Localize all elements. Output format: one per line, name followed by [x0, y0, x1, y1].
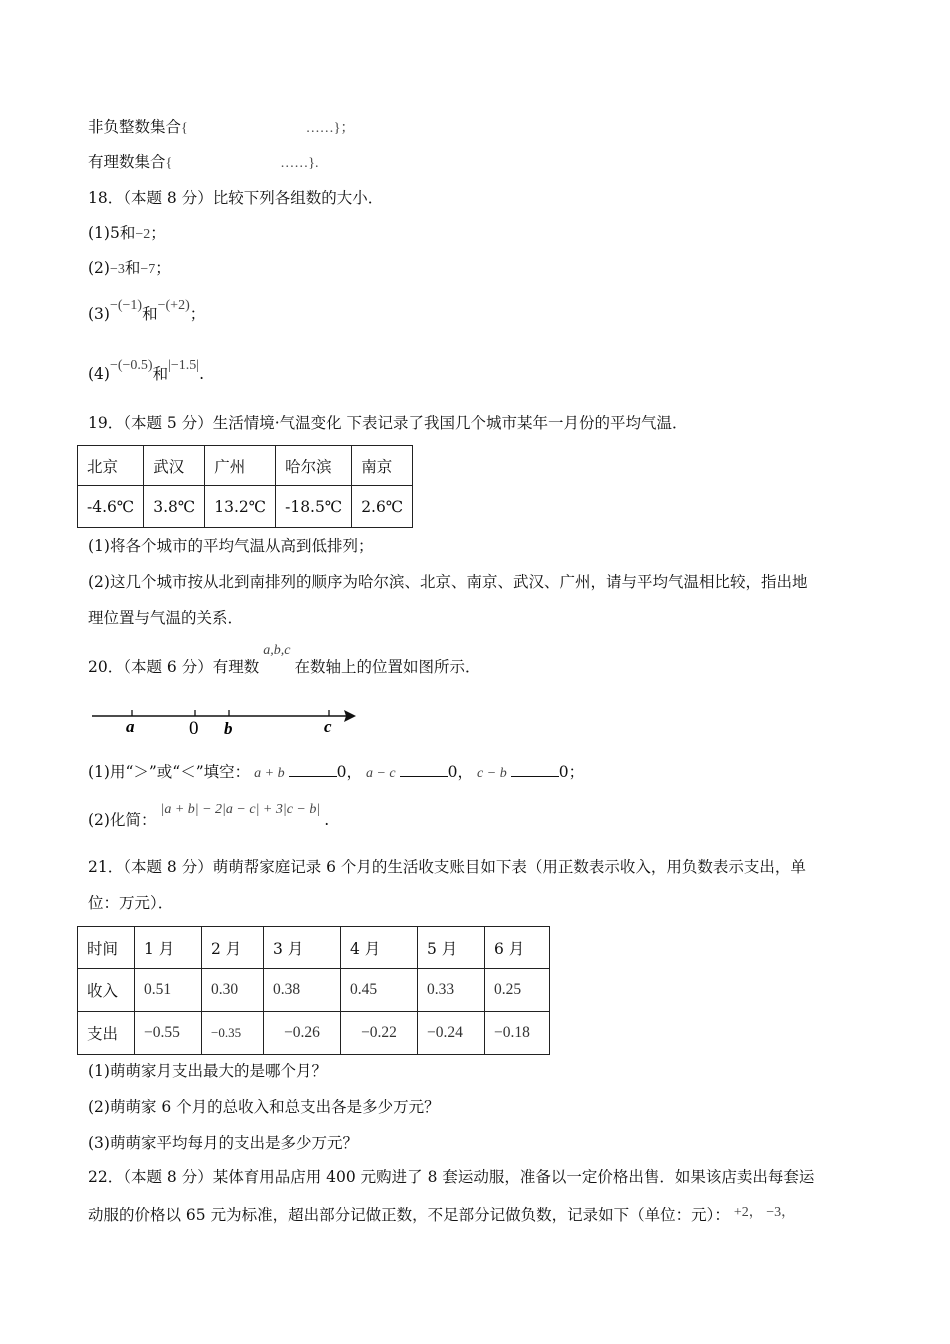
q22-number: 22． [88, 1168, 124, 1186]
q20-number: 20． [88, 658, 124, 676]
table-cell: 0.33 [418, 969, 485, 1012]
q22-heading [88, 1167, 814, 1187]
table-cell: 哈尔滨 [276, 446, 352, 486]
q22-prompt-a: 某体育用品店用 400 元购进了 8 套运动服，准备以一定价格出售．如果该店卖出每套运 [212, 1168, 815, 1186]
answer-blank-1[interactable] [289, 762, 337, 777]
q20-zero-2: 0， [447, 763, 474, 781]
q20-sub1-label: (1)用“＞”或“＜”填空： [88, 763, 251, 781]
q22-prompt-b: 动服的价格以 65 元为标准，超出部分记做正数，不足部分记做负数，记录如下（单位：元）： [88, 1206, 730, 1224]
table-cell: 13.2℃ [205, 486, 276, 528]
table-cell: 0.45 [341, 969, 418, 1012]
q19-sub2a: (2)这几个城市按从北到南排列的顺序为哈尔滨、北京、南京、武汉、广州，请与平均气温相比较，指出地 [88, 573, 808, 591]
label-b: b [224, 719, 233, 738]
q18-item-3-a: −(−1) [109, 298, 143, 313]
q18-item-3-label: (3) [88, 305, 110, 323]
table-cell: 收入 [78, 969, 135, 1012]
q20-vars: a,b,c [263, 643, 291, 658]
q21-score: （本题 8 分） [123, 858, 213, 876]
q20-sub1 [88, 762, 584, 784]
table-cell: 3.8℃ [144, 486, 205, 528]
table-cell: 0.51 [135, 969, 202, 1012]
q18-prompt: 比较下列各组数的大小． [212, 189, 384, 207]
q19-temp-row [78, 486, 413, 528]
table-cell: −0.55 [135, 1012, 202, 1055]
q21-number: 21． [88, 858, 124, 876]
nonneg-integer-set-line: 非负整数集合{ ……}； [88, 118, 355, 136]
table-cell: −0.35 [202, 1012, 264, 1055]
table-cell: 6 月 [485, 927, 550, 969]
table-cell: 南京 [352, 446, 413, 486]
q21-prompt-a: 萌萌帮家庭记录 6 个月的生活收支账目如下表（用正数表示收入，用负数表示支出，单 [212, 858, 806, 876]
q20-prompt-a: 有理数 [212, 658, 260, 676]
q18-item-3-and: 和 [142, 305, 158, 323]
table-cell: 时间 [78, 927, 135, 969]
q21-sub1: (1)萌萌家月支出最大的是哪个月？ [88, 1062, 327, 1080]
table-cell: 0.30 [202, 969, 264, 1012]
table-cell: −0.18 [485, 1012, 550, 1055]
q18-heading [88, 188, 383, 208]
table-cell: 0.25 [485, 969, 550, 1012]
q19-prompt: 生活情境·气温变化 下表记录了我国几个城市某年一月份的平均气温． [212, 414, 688, 432]
q21-heading-a [88, 857, 806, 877]
q20-sub2-expr: |a + b| − 2|a − c| + 3|c − b| [160, 802, 321, 817]
q21-income-row [78, 969, 550, 1012]
q21-sub2: (2)萌萌家 6 个月的总收入和总支出各是多少万元？ [88, 1098, 440, 1116]
table-cell: 3 月 [264, 927, 341, 969]
nonneg-integer-set-tail: ……}； [305, 121, 355, 136]
q19-sub1: (1)将各个城市的平均气温从高到低排列； [88, 537, 374, 555]
table-cell: 2.6℃ [352, 486, 413, 528]
q18-item-3 [88, 298, 206, 326]
rational-set-tail: ……}. [280, 156, 319, 171]
number-line [88, 700, 368, 744]
label-c: c [324, 717, 332, 736]
table-cell: 1 月 [135, 927, 202, 969]
q18-item-4-a: −(−0.5) [109, 358, 153, 373]
q20-score: （本题 6 分） [123, 658, 213, 676]
q22-score: （本题 8 分） [123, 1168, 213, 1186]
q21-budget-table [77, 926, 550, 1055]
q18-item-2-label: (2) [88, 259, 110, 277]
q20-sub2-end: . [324, 811, 330, 829]
table-cell: 5 月 [418, 927, 485, 969]
q19-temperature-table [77, 445, 413, 528]
q18-item-1-a: 5 [109, 224, 120, 242]
q19-heading [88, 413, 688, 433]
q19-city-row [78, 446, 413, 486]
q20-zero-3: 0； [558, 763, 585, 781]
q19-score: （本题 5 分） [123, 414, 213, 432]
q21-expense-row [78, 1012, 550, 1055]
rational-set-label: 有理数集合 [88, 153, 166, 171]
q22-line-2 [88, 1205, 795, 1227]
q18-item-4-end: . [199, 365, 205, 383]
q18-item-1-label: (1) [88, 224, 110, 242]
q18-item-1 [88, 223, 166, 245]
q20-expr3: c − b [477, 766, 507, 781]
label-zero: 0 [189, 718, 199, 739]
q20-sub2 [88, 802, 330, 832]
table-cell: 北京 [78, 446, 144, 486]
q18-item-4-b: |−1.5| [168, 358, 200, 373]
q18-item-2-b: −7 [140, 262, 156, 277]
table-cell: 0.38 [264, 969, 341, 1012]
q22-values: +2， −3， [733, 1205, 796, 1220]
rational-set-line: 有理数集合{ ……}. [88, 153, 319, 171]
table-cell: −0.24 [418, 1012, 485, 1055]
label-a: a [126, 717, 135, 736]
q18-item-2-end: ； [155, 259, 171, 277]
q18-item-2-a: −3 [109, 262, 125, 277]
q18-item-4 [88, 358, 205, 386]
q21-header-row [78, 927, 550, 969]
table-cell: 2 月 [202, 927, 264, 969]
q18-item-3-end: ； [189, 305, 206, 323]
q18-item-2 [88, 258, 171, 280]
table-cell: 支出 [78, 1012, 135, 1055]
q20-zero-1: 0， [336, 763, 362, 781]
table-cell: 4 月 [341, 927, 418, 969]
q18-item-1-b: −2 [135, 227, 151, 242]
table-cell: -18.5℃ [276, 486, 352, 528]
table-cell: 武汉 [144, 446, 205, 486]
q20-sub2-label: (2)化简： [88, 811, 157, 829]
table-cell: -4.6℃ [78, 486, 144, 528]
table-cell: 广州 [205, 446, 276, 486]
answer-blank-2[interactable] [400, 762, 448, 777]
q18-item-1-end: ； [150, 224, 166, 242]
q18-number: 18． [88, 189, 124, 207]
table-cell: −0.22 [341, 1012, 418, 1055]
q18-item-4-and: 和 [152, 365, 169, 383]
answer-blank-3[interactable] [511, 762, 559, 777]
q18-item-1-and: 和 [119, 224, 136, 242]
q18-score: （本题 8 分） [123, 189, 213, 207]
nonneg-integer-set-label: 非负整数集合 [88, 118, 182, 136]
q19-sub2b: 理位置与气温的关系． [88, 609, 244, 627]
table-cell: −0.26 [264, 1012, 341, 1055]
q18-item-4-label: (4) [88, 365, 110, 383]
q20-expr1: a + b [254, 766, 285, 781]
q21-prompt-b: 位：万元）． [88, 894, 174, 912]
q20-expr2: a − c [365, 766, 396, 781]
q21-sub3: (3)萌萌家平均每月的支出是多少万元？ [88, 1134, 358, 1152]
q20-prompt-b: 在数轴上的位置如图所示． [294, 658, 481, 676]
q20-heading [88, 643, 481, 679]
q18-item-3-b: −(+2) [157, 298, 190, 313]
q19-number: 19． [88, 414, 124, 432]
q18-item-2-and: 和 [124, 259, 141, 277]
